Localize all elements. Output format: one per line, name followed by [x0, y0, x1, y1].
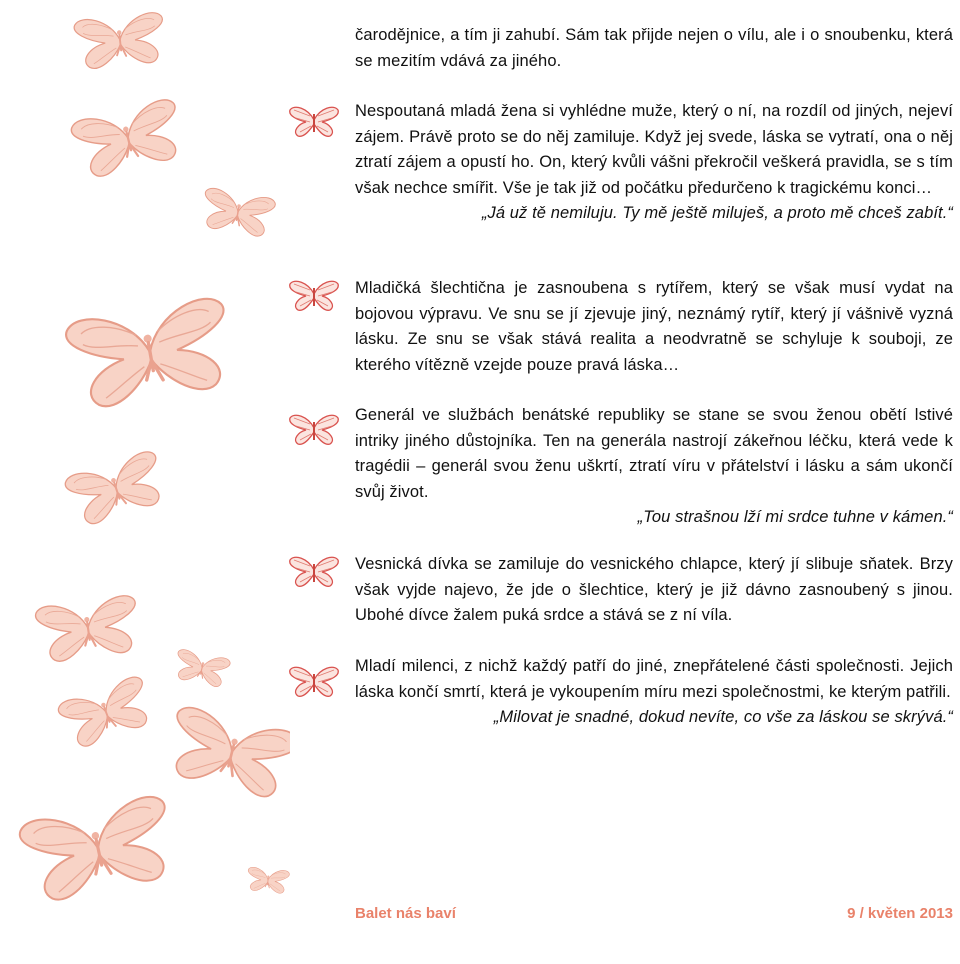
story-item: [355, 654, 953, 731]
story-quote: „Milovat je snadné, dokud nevíte, co vše za láskou se skrývá.“: [493, 708, 953, 726]
story-marker-icon: [288, 552, 340, 592]
story-marker-icon: [288, 102, 340, 142]
butterfly-fairy-decoration: [0, 0, 290, 964]
story-item: [355, 276, 953, 378]
intro-paragraph: čarodějnice, a tím ji zahubí. Sám tak přijde nejen o vílu, ale i o snoubenku, která se mezitím vdává za jiného.: [355, 26, 953, 70]
story-description: Vesnická dívka se zamiluje do vesnického chlapce, který jí slibuje sňatek. Brzy však vyjde najevo, že jde o šlechtice, který je již dávno zasnoubený s jinou. Ubohé dívce žalem puká srdce a stává se z ní víla.: [355, 555, 953, 624]
story-description: Generál ve službách benátské republiky se stane se svou ženou obětí lstivé intriky jiného důstojníka. Ten na generála nastrojí zákeřnou léčku, která vede k tragédii – generál svou ženu uškrtí, ztratí víru v přátelství i lásku a sám ukončí svůj život.: [355, 406, 953, 501]
footer-page-issue: 9 / květen 2013: [847, 905, 953, 922]
story-item: [355, 403, 953, 531]
story-marker-icon: [288, 662, 340, 702]
story-item: [355, 99, 953, 227]
story-description: Nespoutaná mladá žena si vyhlédne muže, který o ní, na rozdíl od jiných, nejeví zájem. Právě proto se do něj zamiluje. Když jej svede, láska se vytratí, ona o něj ztratí zájem a opustí ho. On, který kvůli vášni překročil veškerá pravidla, se s tím však nechce smířit. Vše je tak již od počátku předurčeno k tragickému konci…: [355, 102, 953, 197]
story-marker-icon: [288, 276, 340, 316]
story-description: Mladičká šlechtična je zasnoubena s rytířem, který se však musí vydat na bojovou výpravu. Ve snu se jí zjevuje jiný, neznámý rytíř, který jí vášnivě vyzná lásku. Ze snu se však stává realita a neodvratně se schyluje k souboji, ze kterého vítězně vzejde pouze pravá láska…: [355, 279, 953, 374]
footer-magazine-title: Balet nás baví: [355, 905, 456, 922]
story-description: Mladí milenci, z nichž každý patří do jiné, znepřátelené části společnosti. Jejich láska končí smrtí, která je vykoupením míru mezi společnostmi, ke kterým patřili.: [355, 657, 953, 701]
story-quote: „Tou strašnou lží mi srdce tuhne v kámen.“: [637, 508, 953, 526]
story-marker-icon: [288, 410, 340, 450]
story-quote: „Já už tě nemiluju. Ty mě ještě miluješ, a proto mě chceš zabít.“: [481, 204, 953, 222]
story-item: [355, 552, 953, 629]
